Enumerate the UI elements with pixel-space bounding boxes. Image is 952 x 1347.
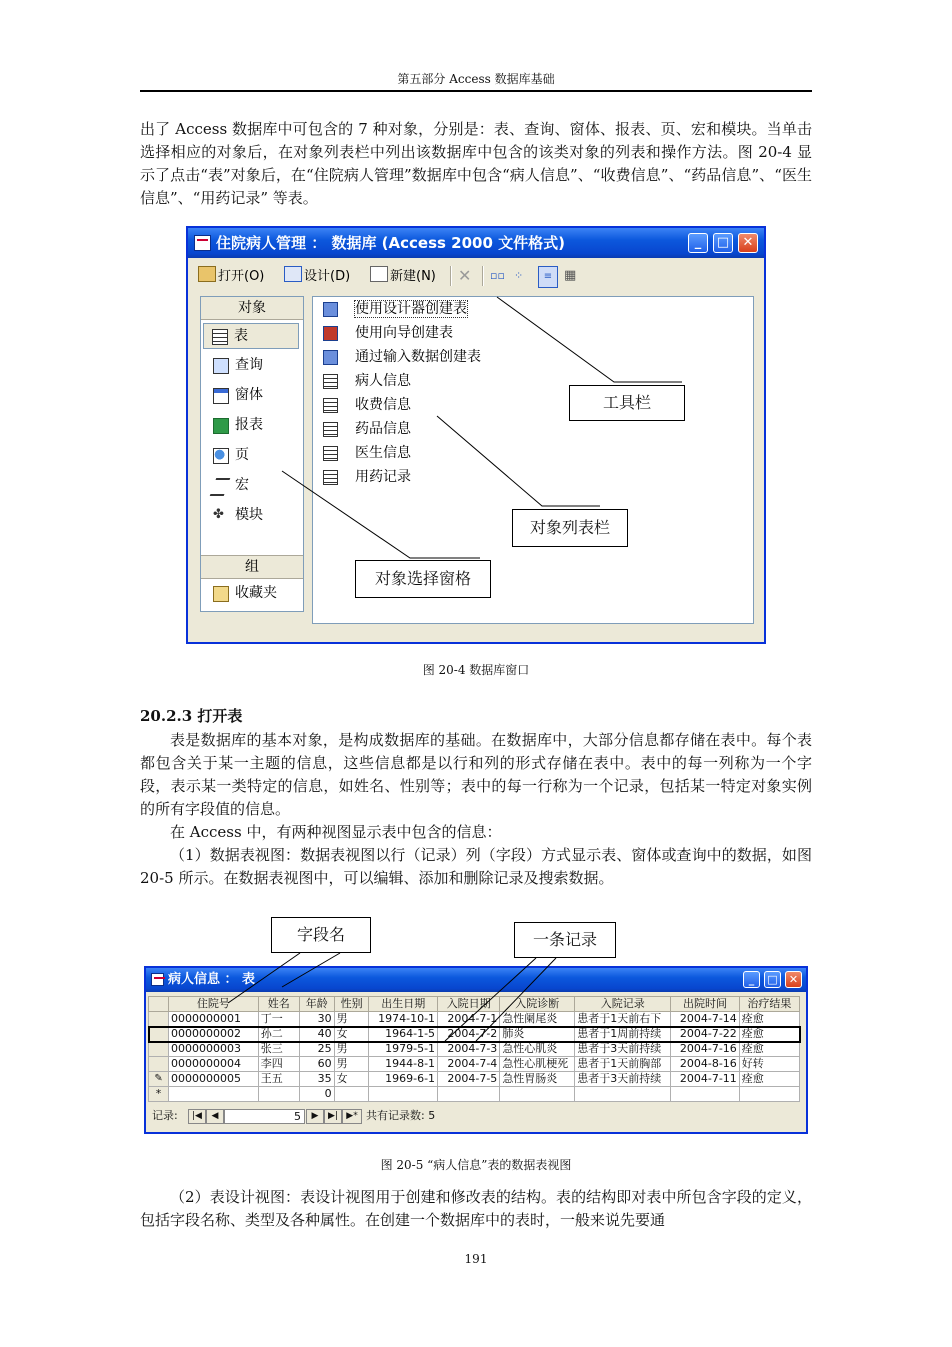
cell[interactable]: 1979-5-1 <box>369 1042 438 1057</box>
cell[interactable]: 急性胃肠炎 <box>500 1072 575 1087</box>
cell[interactable]: 35 <box>299 1072 334 1087</box>
list-item-label: 药品信息 <box>355 421 411 437</box>
cell[interactable]: 患者于3天前持续 <box>575 1072 671 1087</box>
cell[interactable]: 患者于3天前持续 <box>575 1042 671 1057</box>
cell[interactable]: 女 <box>334 1027 369 1042</box>
cell[interactable]: 0000000003 <box>169 1042 259 1057</box>
section-paragraph-1: 表是数据库的基本对象，是构成数据库的基础。在数据库中，大部分信息都存储在表中。每个表都包含关于某一主题的信息，这些信息都是以行和列的形式存储在表中。表中的每一列称为一个字段，表示某一类特定的信息，如姓名、性别等；表中的每一行称为一个记录，包括某一特定对象实例的所有字段值的信息。 <box>140 731 812 818</box>
closing-paragraph: （2）表设计视图：表设计视图用于创建和修改表的结构。表的结构即对表中所包含字段的定义，包括字段名称、类型及各种属性。在创建一个数据库中的表时，一般来说先要通 <box>140 1188 812 1229</box>
cell[interactable]: 2004-7-16 <box>671 1042 740 1057</box>
maximize-button[interactable]: □ <box>713 233 733 253</box>
cell[interactable]: 1969-6-1 <box>369 1072 438 1087</box>
cell[interactable]: 痊愈 <box>739 1027 799 1042</box>
cell[interactable]: 痊愈 <box>739 1012 799 1027</box>
cell[interactable]: 男 <box>334 1057 369 1072</box>
intro-paragraph: 出了 Access 数据库中可包含的 7 种对象，分别是：表、查询、窗体、报表、页、宏和模块。当单击选择相应的对象后，在对象列表栏中列出该数据库中包含的该类对象的列表和操作方法。图 20-4 显示了点击“表”对象后，在“住院病人管理”数据库中包含“病人信息”、“收费信息”、“药品信息”、“医生信息”、“用药记录” 等表。 <box>140 120 812 207</box>
cell[interactable]: 0 <box>299 1087 334 1102</box>
cell[interactable]: 患者于1天前右下 <box>575 1012 671 1027</box>
figure-2-caption: 图 20-5 “病人信息”表的数据表视图 <box>380 1158 572 1172</box>
cell[interactable]: 2004-7-2 <box>438 1027 500 1042</box>
callout-record: 一条记录 <box>514 922 616 958</box>
cell[interactable]: 1944-8-1 <box>369 1057 438 1072</box>
section-paragraph-2: 在 Access 中，有两种视图显示表中包含的信息： <box>170 823 502 841</box>
running-header: 第五部分 Access 数据库基础 <box>397 72 555 86</box>
cell[interactable]: 1974-10-1 <box>369 1012 438 1027</box>
record-number-field[interactable]: 5 <box>224 1109 305 1124</box>
object-label: 页 <box>235 447 249 463</box>
new-record-icon: * <box>149 1087 169 1102</box>
cell[interactable]: 0000000002 <box>169 1027 259 1042</box>
column-header[interactable]: 性别 <box>334 997 369 1012</box>
list-item-label: 医生信息 <box>355 445 411 461</box>
list-item-label: 病人信息 <box>355 373 411 389</box>
cell[interactable]: 0000000004 <box>169 1057 259 1072</box>
list-view-icon[interactable]: ≡ <box>538 266 558 288</box>
column-header[interactable]: 入院记录 <box>575 997 671 1012</box>
new-record-nav-icon[interactable]: ▶* <box>342 1109 362 1124</box>
module-icon: ✤ <box>213 507 224 522</box>
previous-record-icon[interactable]: ◀ <box>206 1109 224 1124</box>
minimize-button[interactable]: _ <box>743 971 760 988</box>
cell[interactable]: 急性心肌梗死 <box>500 1057 575 1072</box>
cell[interactable]: 好转 <box>739 1057 799 1072</box>
cell[interactable]: 急性心肌炎 <box>500 1042 575 1057</box>
edit-pencil-icon[interactable]: ✎ <box>149 1072 169 1087</box>
favorites-label: 收藏夹 <box>235 585 277 601</box>
cell[interactable]: 2004-7-11 <box>671 1072 740 1087</box>
maximize-button[interactable]: □ <box>764 971 781 988</box>
section-heading: 20.2.3 打开表 <box>140 707 243 725</box>
cell[interactable]: 痊愈 <box>739 1072 799 1087</box>
figure-1-caption: 图 20-4 数据库窗口 <box>422 663 530 677</box>
column-header[interactable]: 入院日期 <box>438 997 500 1012</box>
cell[interactable]: 痊愈 <box>739 1042 799 1057</box>
object-label: 模块 <box>235 507 263 523</box>
cell[interactable]: 40 <box>299 1027 334 1042</box>
cell[interactable]: 1964-1-5 <box>369 1027 438 1042</box>
cell[interactable]: 0000000005 <box>169 1072 259 1087</box>
list-item-label: 使用向导创建表 <box>355 325 453 341</box>
page-number: 191 <box>464 1252 488 1266</box>
cell[interactable]: 急性阑尾炎 <box>500 1012 575 1027</box>
cell[interactable]: 0000000001 <box>169 1012 259 1027</box>
cell[interactable]: 男 <box>334 1042 369 1057</box>
object-label: 报表 <box>235 417 263 433</box>
cell[interactable]: 患者于1周前持续 <box>575 1027 671 1042</box>
close-button[interactable]: ✕ <box>785 971 802 988</box>
list-item-label: 使用设计器创建表 <box>355 301 467 317</box>
cell[interactable]: 25 <box>299 1042 334 1057</box>
callout-toolbar: 工具栏 <box>569 385 685 421</box>
large-icons-view-icon[interactable]: ▫▫ <box>490 269 505 282</box>
cell[interactable]: 丁一 <box>258 1012 299 1027</box>
cell[interactable]: 王五 <box>258 1072 299 1087</box>
object-label: 查询 <box>235 357 263 373</box>
cell[interactable]: 2004-7-4 <box>438 1057 500 1072</box>
last-record-icon[interactable]: ▶| <box>324 1109 342 1124</box>
cell[interactable]: 2004-7-3 <box>438 1042 500 1057</box>
cell[interactable]: 2004-7-5 <box>438 1072 500 1087</box>
datasheet-title: 病人信息 ： 表 <box>168 972 256 987</box>
object-label: 表 <box>234 328 248 344</box>
column-header[interactable]: 住院号 <box>169 997 259 1012</box>
column-header[interactable]: 出生日期 <box>369 997 438 1012</box>
details-view-icon[interactable]: ▦ <box>564 268 577 283</box>
small-icons-view-icon[interactable]: ⁘ <box>514 269 524 282</box>
new-label: 新建(N) <box>390 269 436 284</box>
design-label: 设计(D) <box>304 269 351 284</box>
column-header[interactable]: 年龄 <box>299 997 334 1012</box>
cell[interactable]: 2004-8-16 <box>671 1057 740 1072</box>
column-header[interactable]: 出院时间 <box>671 997 740 1012</box>
record-navigation-bar <box>148 1107 800 1125</box>
column-header[interactable]: 入院诊断 <box>500 997 575 1012</box>
first-record-icon[interactable]: |◀ <box>188 1109 206 1124</box>
callout-object-list: 对象列表栏 <box>512 509 628 547</box>
objects-header: 对象 <box>201 297 303 320</box>
column-header[interactable]: 治疗结果 <box>739 997 799 1012</box>
cell[interactable]: 2004-7-22 <box>671 1027 740 1042</box>
object-label: 宏 <box>235 477 249 493</box>
object-label: 窗体 <box>235 387 263 403</box>
delete-icon[interactable]: ✕ <box>458 266 472 285</box>
cell[interactable]: 2004-7-1 <box>438 1012 500 1027</box>
database-window-title: 住院病人管理 ： 数据库 (Access 2000 文件格式) <box>216 234 565 252</box>
open-label: 打开(O) <box>218 269 265 284</box>
groups-header[interactable]: 组 <box>201 555 303 579</box>
close-button[interactable]: ✕ <box>738 233 758 253</box>
cell[interactable]: 孙二 <box>258 1027 299 1042</box>
cell[interactable]: 女 <box>334 1072 369 1087</box>
cell[interactable]: 男 <box>334 1012 369 1027</box>
cell[interactable]: 张三 <box>258 1042 299 1057</box>
list-item-label: 通过输入数据创建表 <box>355 349 481 365</box>
cell[interactable]: 2004-7-14 <box>671 1012 740 1027</box>
cell[interactable]: 60 <box>299 1057 334 1072</box>
list-item-label: 收费信息 <box>355 397 411 413</box>
section-paragraph-3: （1）数据表视图：数据表视图以行（记录）列（字段）方式显示表、窗体或查询中的数据，如图 20-5 所示。在数据表视图中，可以编辑、添加和删除记录及搜索数据。 <box>140 846 812 887</box>
cell[interactable]: 李四 <box>258 1057 299 1072</box>
callout-field-name: 字段名 <box>271 917 371 953</box>
next-record-icon[interactable]: ▶ <box>306 1109 324 1124</box>
minimize-button[interactable]: _ <box>688 233 708 253</box>
callout-object-pane: 对象选择窗格 <box>355 560 491 598</box>
record-count: 共有记录数: 5 <box>366 1109 436 1122</box>
column-header[interactable]: 姓名 <box>258 997 299 1012</box>
list-item-label: 用药记录 <box>355 469 411 485</box>
record-label: 记录: <box>152 1109 178 1122</box>
cell[interactable]: 30 <box>299 1012 334 1027</box>
cell[interactable]: 肺炎 <box>500 1027 575 1042</box>
cell[interactable]: 患者于1天前胸部 <box>575 1057 671 1072</box>
